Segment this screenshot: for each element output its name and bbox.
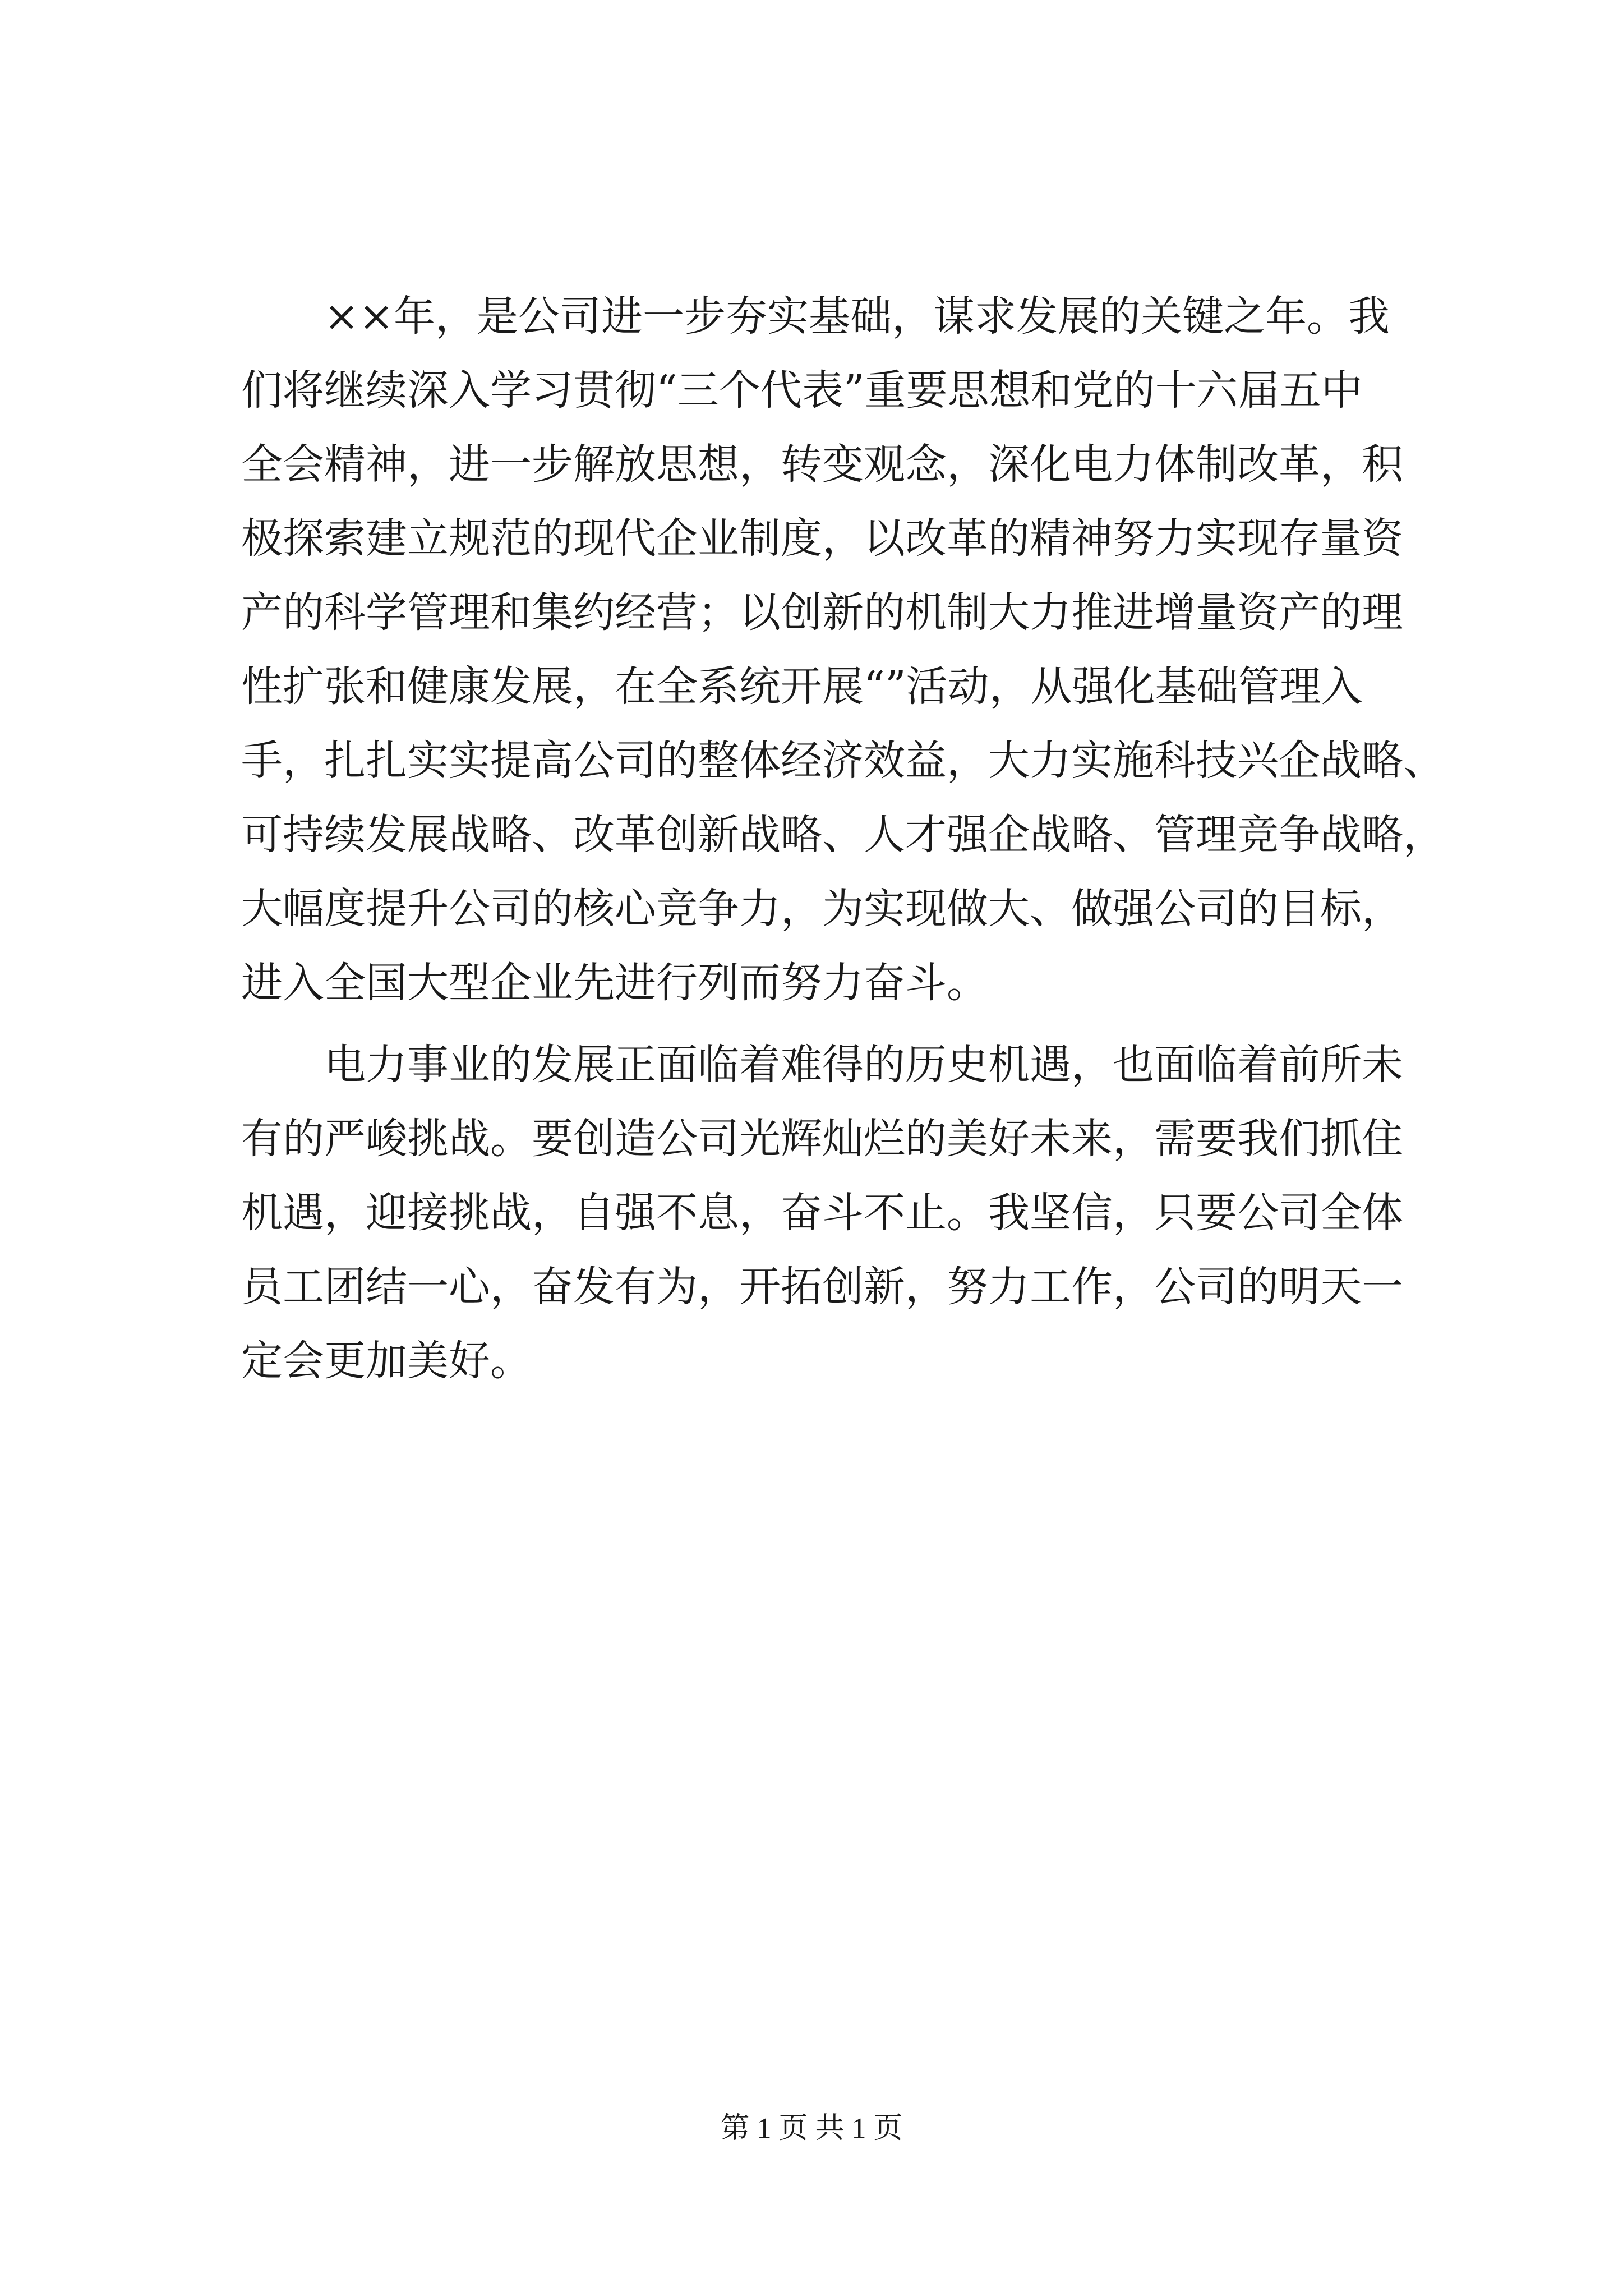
text-line: 可持续发展战略、改革创新战略、人才强企战略、管理竞争战略， bbox=[241, 811, 1445, 859]
text-line: 定会更加美好。 bbox=[241, 1337, 532, 1385]
text-line: 极探索建立规范的现代企业制度，以改革的精神努力实现存量资 bbox=[241, 514, 1403, 563]
text-line: 性扩张和健康发展，在全系统开展“”活动，从强化基础管理入 bbox=[241, 662, 1363, 711]
text-line: 员工团结一心，奋发有为，开拓创新，努力工作，公司的明天一 bbox=[241, 1263, 1403, 1311]
text-line: 大幅度提升公司的核心竞争力，为实现做大、做强公司的目标， bbox=[241, 885, 1403, 933]
text-line: 进入全国大型企业先进行列而努力奋斗。 bbox=[241, 959, 988, 1007]
text-line: 产的科学管理和集约经营；以创新的机制大力推进增量资产的理 bbox=[241, 588, 1403, 637]
text-line: 们将继续深入学习贯彻“三个代表”重要思想和党的十六届五中 bbox=[241, 366, 1363, 415]
page-number-footer: 第 1 页 共 1 页 bbox=[720, 2113, 903, 2145]
text-line: 电力事业的发展正面临着难得的历史机遇，也面临着前所未 bbox=[241, 1041, 1403, 1089]
text-line: 手，扎扎实实提高公司的整体经济效益，大力实施科技兴企战略、 bbox=[241, 737, 1445, 785]
paragraph-2 bbox=[241, 1028, 1441, 1398]
text-line: ××年，是公司进一步夯实基础，谋求发展的关键之年。我 bbox=[241, 292, 1390, 341]
text-line: 有的严峻挑战。要创造公司光辉灿烂的美好未来，需要我们抓住 bbox=[241, 1115, 1403, 1163]
text-line: 全会精神，进一步解放思想，转变观念，深化电力体制改革，积 bbox=[241, 440, 1403, 489]
text-line: 机遇，迎接挑战，自强不息，奋斗不止。我坚信，只要公司全体 bbox=[241, 1189, 1403, 1237]
body-text bbox=[241, 279, 1445, 1398]
paragraph-1 bbox=[241, 279, 1445, 1020]
paragraph-spacer bbox=[241, 1020, 1441, 1028]
